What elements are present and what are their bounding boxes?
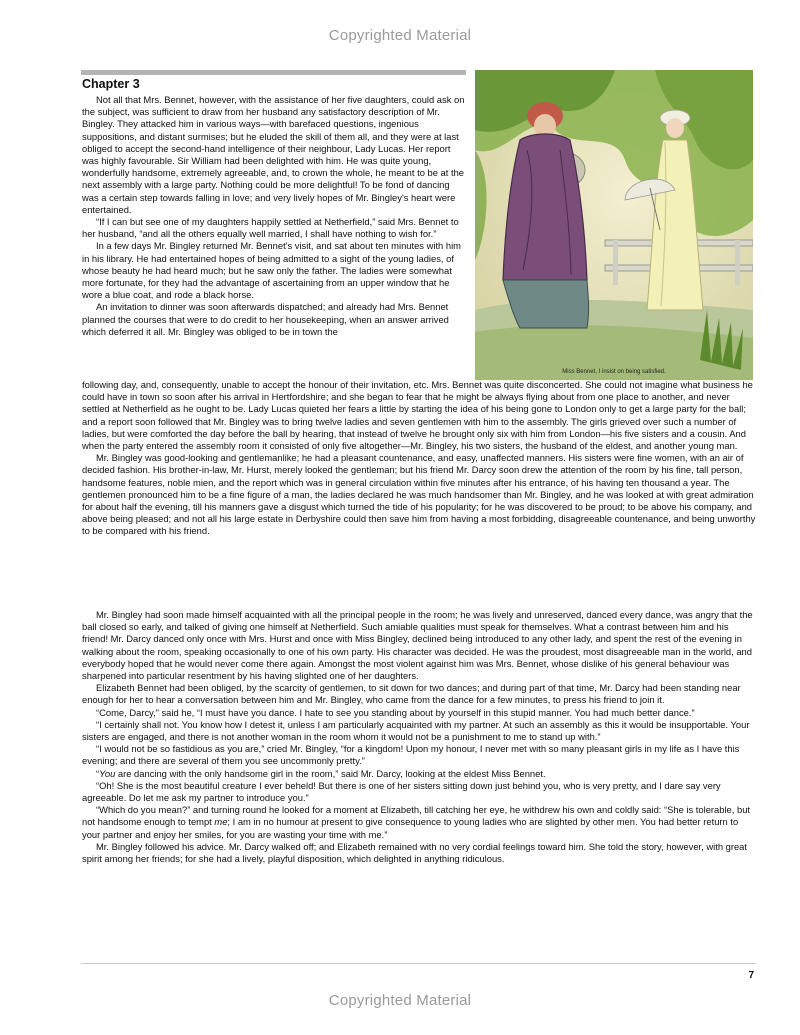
paragraph: Not all that Mrs. Bennet, however, with the assistance of her five daughters, could ask on the subject, was sufficient to draw from her husband any satisfactory description of Mr. Bingley. They attacked him in various ways—with barefaced questions, ingenious suppositions, and distant surmises; but he eluded the skill of them all, and they were at last obliged to accept the second-hand intelligence of their neighbour, Lady Lucas. Her report was highly favourable. Sir William had been delighted with him. He was quite young, wonderfully handsome, extremely agreeable, and, to crown the whole, he meant to be at the next assembly with a large party. Nothing could be more delightful! To be fond of dancing was a certain step towards falling in love; and very lively hopes of Mr. Bingley's heart were entertained. xyxy=(82,94,465,215)
text-run: ; I am in no humour at present to give consequence to young ladies who are slighted by other men. You had better return to your partner and enjoy her smiles, for you are wasting your time with me.” xyxy=(82,816,739,840)
chapter-header-rule xyxy=(81,70,466,75)
paragraph: “I would not be so fastidious as you are,” cried Mr. Bingley, “for a kingdom! Upon my honour, I never met with so many pleasant girls in my life as I have this evening; and there are several of them you see uncommonly pretty.” xyxy=(82,743,740,767)
paragraph: An invitation to dinner was soon afterwards dispatched; and already had Mrs. Bennet planned the courses that were to do credit to her housekeeping, when an answer arrived which deferred it all. Mr. Bingley was obliged to be in town the xyxy=(82,301,449,337)
text-run: “Which do you mean?” and turning round he looked for a moment at Elizabeth, till catching her eye, he withdrew his own and coldly said: “She is tolerable, but not handsome enough to tempt xyxy=(82,804,751,828)
text-run: are dancing with the only handsome girl in the room,” said Mr. Darcy, looking at the eldest Miss Bennet. xyxy=(115,767,546,779)
paragraph: “Oh! She is the most beautiful creature I ever beheld! But there is one of her sisters sitting down just behind you, who is very pretty, and I dare say very agreeable. Do let me ask my partner to introduce you.” xyxy=(82,779,721,804)
paragraph: “Come, Darcy,” said he, “I must have you dance. I hate to see you standing about by yourself in this stupid manner. You had much better dance.” xyxy=(96,706,695,718)
body-text-section-two xyxy=(82,609,756,865)
illustration-caption: Miss Bennet, I insist on being satisfied. xyxy=(562,369,666,375)
illustration-drawing xyxy=(475,70,753,380)
emphasis-text: me xyxy=(214,816,228,828)
paragraph: “I certainly shall not. You know how I detest it, unless I am particularly acquainted with my partner. At such an assembly as this it would be insupportable. Your sisters are engaged, and there is not another woman in the room whom it would not be a punishment to me to stand up with.” xyxy=(82,718,750,743)
paragraph: Elizabeth Bennet had been obliged, by the scarcity of gentlemen, to sit down for two dances; and during part of that time, Mr. Darcy had been standing near enough for her to hear a conversation between him and Mr. Bingley, who came from the dance for a few minutes, to press his friend to join it. xyxy=(82,682,741,706)
chapter-title: Chapter 3 xyxy=(82,77,140,91)
footer-rule xyxy=(81,963,756,964)
emphasis-text: You xyxy=(99,767,116,779)
text-run: “ xyxy=(96,767,100,779)
chapter-illustration xyxy=(475,70,753,380)
body-text-column xyxy=(82,94,467,338)
paragraph: Mr. Bingley followed his advice. Mr. Darcy walked off; and Elizabeth remained with no very cordial feelings toward him. She told the story, however, with great spirit among her friends; for she had a lively, playful disposition, which delighted in anything ridiculous. xyxy=(82,840,748,865)
copyright-watermark-bottom: Copyrighted Material xyxy=(328,992,472,1009)
paragraph xyxy=(82,768,756,780)
paragraph xyxy=(82,804,756,841)
paragraph-continued: following day, and, consequently, unable to accept the honour of their invitation, etc. Mrs. Bennet was quite disconcerted. She could not imagine what business he could have in town so soon after his arrival in Hertfordshire; and she began to fear that he might be always flying about from one place to another, and never settled at Netherfield as he ought to be. Lady Lucas quieted her fears a little by starting the idea of his being gone to London only to get a large party for the ball; and a report soon followed that Mr. Bingley was to bring twelve ladies and seven gentlemen with him to the assembly. The girls grieved over such a number of ladies, but were comforted the day before the ball by hearing, that instead of twelve he brought only six with him from London—his five sisters and a cousin. And when the party entered the assembly room it consisted of only five altogether—Mr. Bingley, his two sisters, the husband of the eldest, and another young man. xyxy=(82,379,753,452)
paragraph: Mr. Bingley had soon made himself acquainted with all the principal people in the room; he was lively and unreserved, danced every dance, was angry that the ball closed so early, and talked of giving one himself at Netherfield. Such amiable qualities must speak for themselves. What a contrast between him and his friend! Mr. Darcy danced only once with Mrs. Hurst and once with Miss Bingley, declined being introduced to any other lady, and spent the rest of the evening in walking about the room, speaking occasionally to one of his own party. His character was decided. He was the proudest, most disagreeable man in the world, and everybody hoped that he would never come there again. Amongst the most violent against him was Mrs. Bennet, whose dislike of his general behaviour was sharpened into particular resentment by his having slighted one of her daughters. xyxy=(82,609,753,682)
body-text-full-width xyxy=(82,379,756,538)
paragraph: Mr. Bingley was good-looking and gentlemanlike; he had a pleasant countenance, and easy, unaffected manners. His sisters were fine women, with an air of decided fashion. His brother-in-law, Mr. Hurst, merely looked the gentleman; but his friend Mr. Darcy soon drew the attention of the room by his fine, tall person, handsome features, noble mien, and the report which was in general circulation within five minutes after his entrance, of his having ten thousand a year. The gentlemen pronounced him to be a fine figure of a man, the ladies declared he was much handsomer than Mr. Bingley, and he was looked at with great admiration for about half the evening, till his manners gave a disgust which turned the tide of his popularity; for he was discovered to be proud; to be above his company, and above being pleased; and not all his large estate in Derbyshire could then save him from having a most forbidding, disagreeable countenance, and being unworthy to be compared with his friend. xyxy=(82,452,756,537)
paragraph: “If I can but see one of my daughters happily settled at Netherfield,” said Mrs. Bennet to her husband, “and all the others equally well married, I shall have nothing to wish for.” xyxy=(82,216,459,240)
copyright-watermark-top: Copyrighted Material xyxy=(328,27,472,44)
page-number: 7 xyxy=(748,970,754,981)
paragraph: In a few days Mr. Bingley returned Mr. Bennet's visit, and sat about ten minutes with him in his library. He had entertained hopes of being admitted to a sight of the young ladies, of whose beauty he had heard much; but he saw only the father. The ladies were somewhat more fortunate, for they had the advantage of ascertaining from an upper window that he wore a blue coat, and rode a black horse. xyxy=(82,240,461,301)
